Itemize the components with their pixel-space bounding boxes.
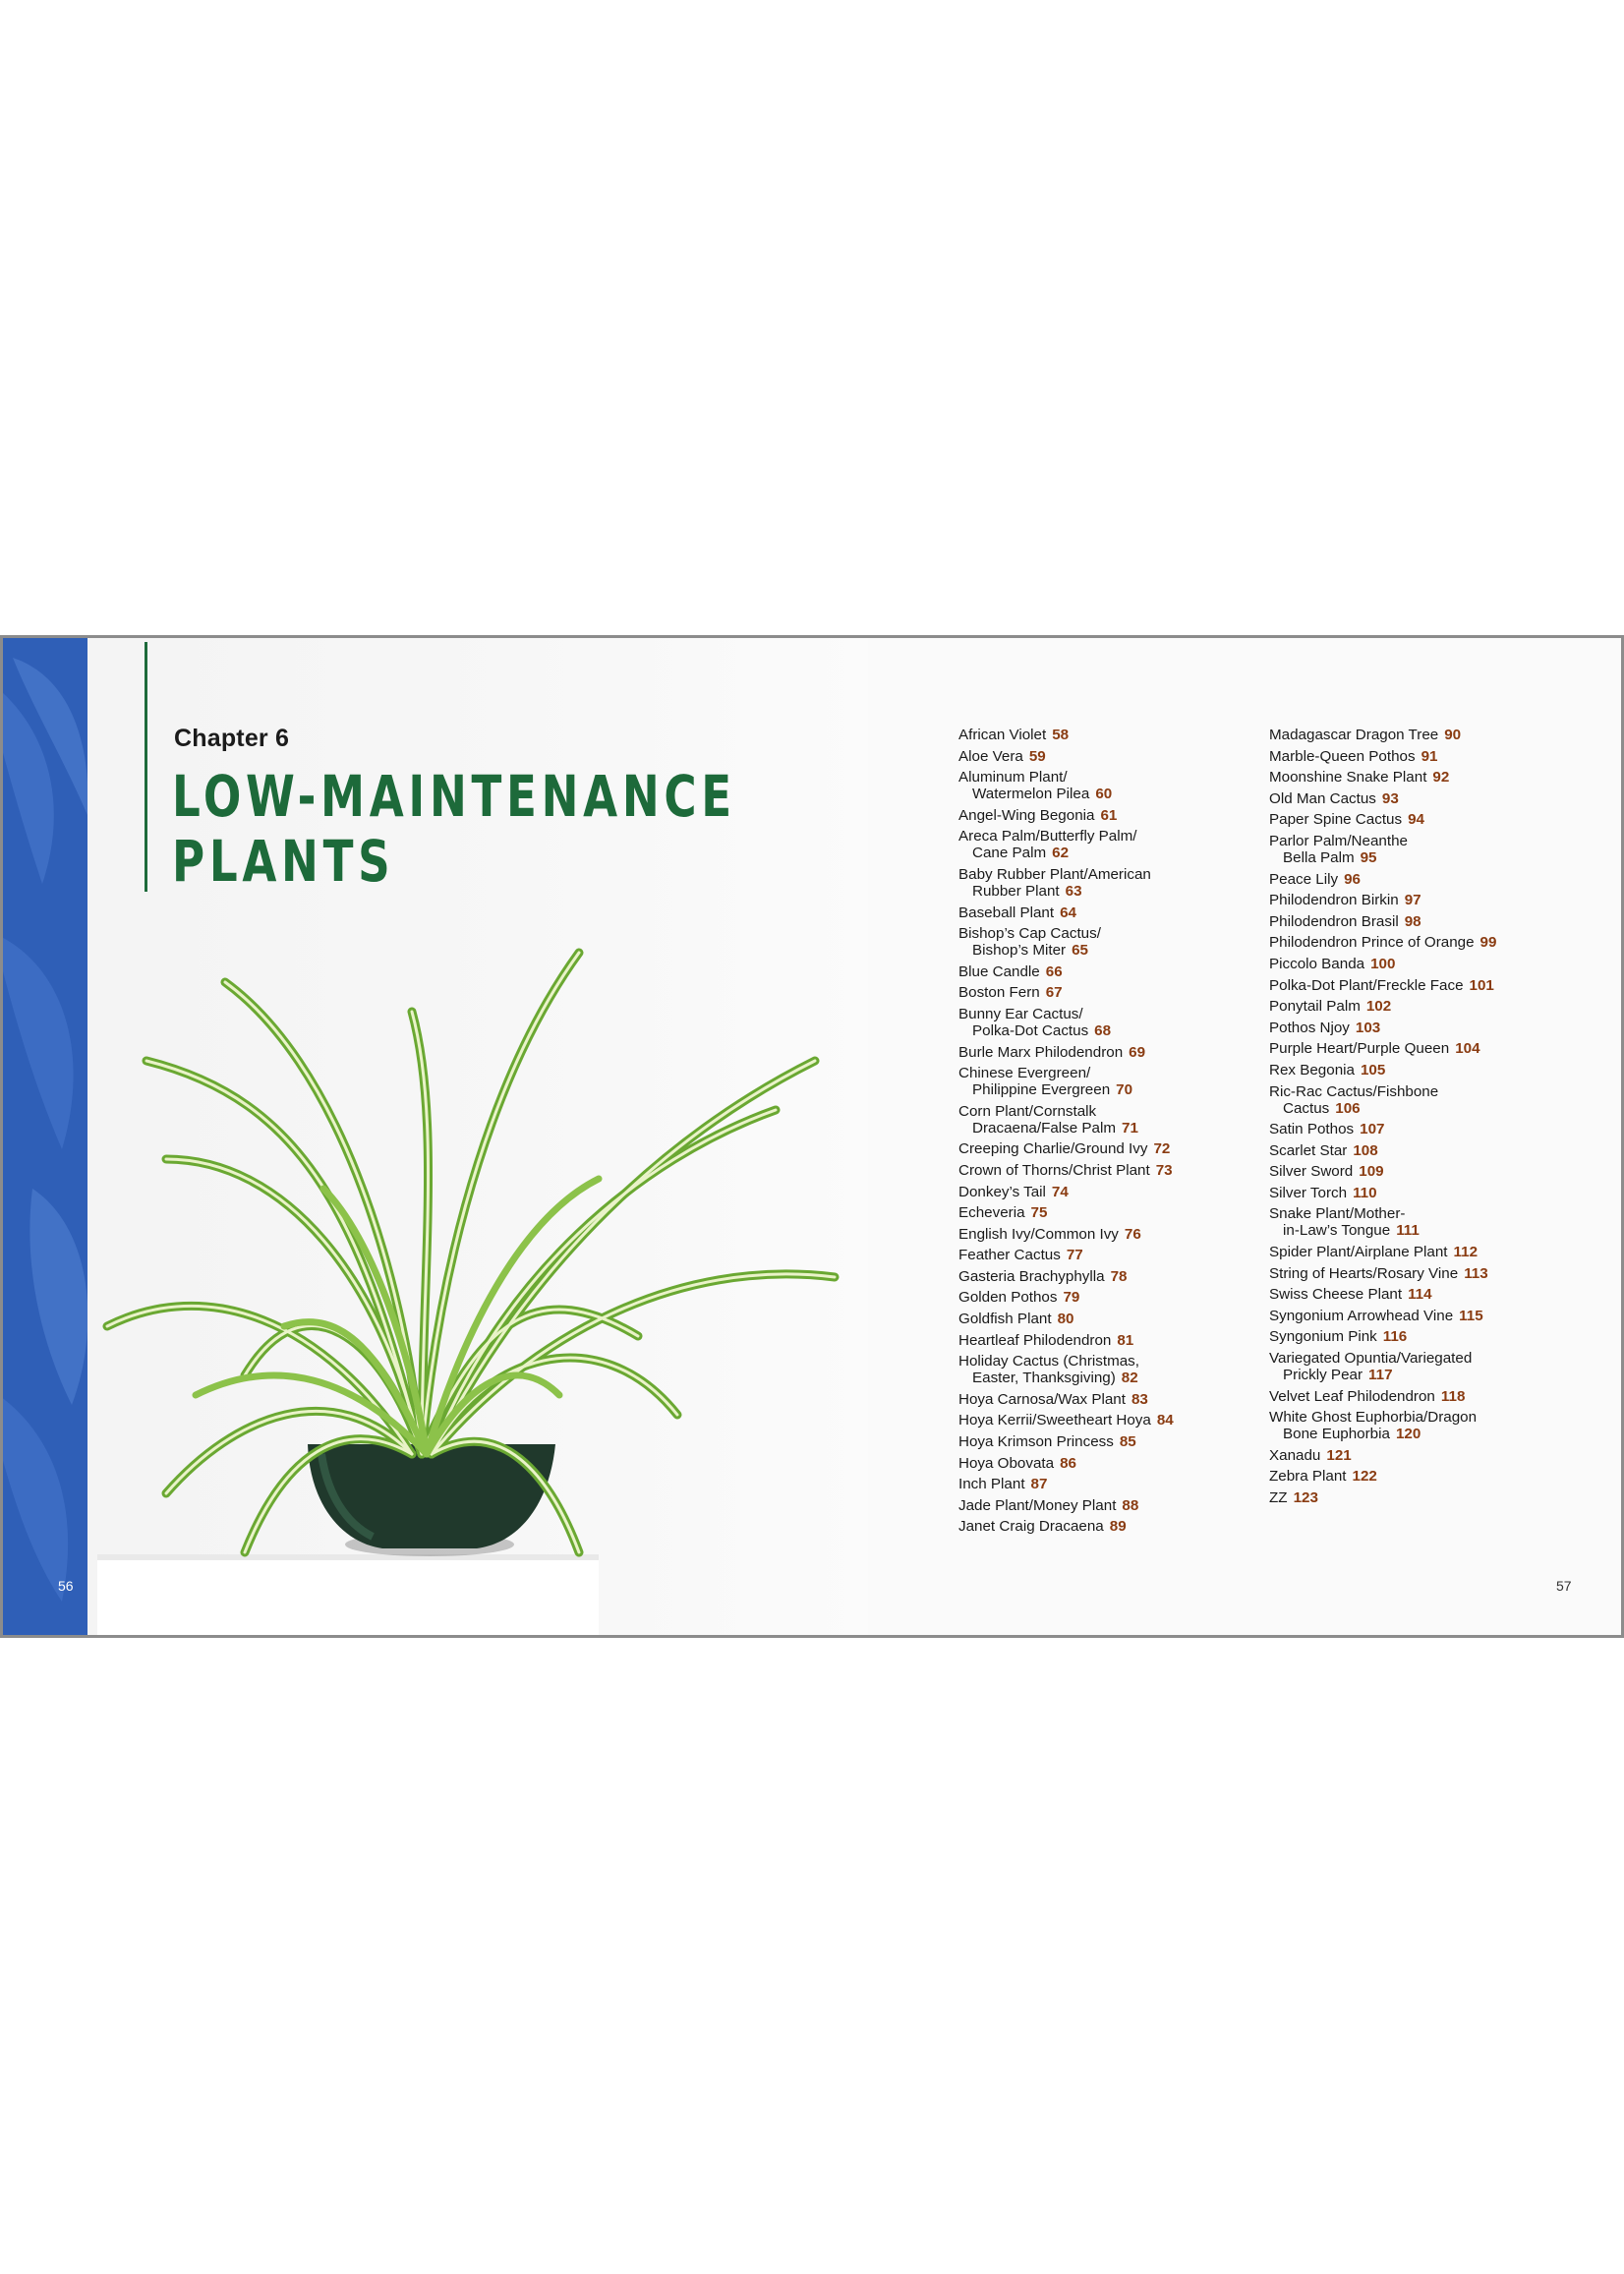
- toc-entry-title: Donkey’s Tail: [958, 1183, 1046, 1200]
- toc-entry-title: Crown of Thorns/Christ Plant: [958, 1161, 1150, 1179]
- toc-page-number: 58: [1052, 727, 1070, 743]
- toc-page-number: 72: [1153, 1140, 1171, 1158]
- toc-entry-title: Madagascar Dragon Tree: [1269, 727, 1439, 743]
- toc-entry: [958, 1433, 1253, 1450]
- toc-entry-title: Velvet Leaf Philodendron: [1269, 1387, 1435, 1405]
- toc-entry: [1269, 956, 1564, 972]
- toc-entry-title: Bunny Ear Cactus/: [958, 1005, 1083, 1022]
- toc-page-number: 109: [1359, 1163, 1384, 1181]
- toc-entry-title: Ponytail Palm: [1269, 998, 1361, 1016]
- toc-entry-title: Xanadu: [1269, 1446, 1321, 1464]
- toc-column-2: [1269, 727, 1564, 1511]
- toc-page-number: 107: [1360, 1121, 1385, 1138]
- toc-entry: [1269, 833, 1564, 866]
- toc-entry: [1269, 748, 1564, 765]
- toc-entry-title: Bone Euphorbia 120: [1283, 1426, 1421, 1443]
- toc-entry: [958, 1226, 1253, 1243]
- toc-entry-title: Aluminum Plant/: [958, 769, 1068, 787]
- toc-entry-title: Silver Torch: [1269, 1184, 1348, 1201]
- toc-entry: [958, 925, 1253, 959]
- toc-entry: [1269, 769, 1564, 786]
- toc-entry-title: Variegated Opuntia/Variegated: [1269, 1350, 1473, 1368]
- toc-page-number: 113: [1464, 1264, 1488, 1282]
- toc-entry: [958, 769, 1253, 802]
- toc-page-number: 65: [1072, 942, 1089, 960]
- toc-page-number: 118: [1440, 1387, 1466, 1405]
- toc-entry: [1269, 1083, 1564, 1117]
- toc-entry-title: Old Man Cactus: [1269, 789, 1376, 807]
- toc-page-number: 63: [1065, 882, 1082, 900]
- toc-page-number: 97: [1404, 892, 1421, 909]
- toc-entry-title: Syngonium Pink: [1269, 1328, 1377, 1346]
- toc-entry: [1269, 1350, 1564, 1383]
- toc-entry-title: Marble-Queen Pothos: [1269, 747, 1416, 765]
- toc-page-number: 80: [1057, 1311, 1074, 1328]
- toc-page-number: 121: [1326, 1446, 1352, 1464]
- toc-entry-title: Hoya Krimson Princess: [958, 1433, 1114, 1451]
- toc-entry-title: Burle Marx Philodendron: [958, 1043, 1124, 1061]
- toc-entry: [958, 1140, 1253, 1157]
- toc-entry: [958, 727, 1253, 743]
- toc-page-number: 76: [1124, 1225, 1141, 1243]
- toc-entry-title: Cane Palm 62: [972, 845, 1070, 862]
- toc-entry: [1269, 790, 1564, 807]
- toc-entry-title: Baby Rubber Plant/American: [958, 865, 1151, 883]
- toc-entry: [958, 1103, 1253, 1137]
- toc-entry-title: Aloe Vera: [958, 747, 1023, 765]
- toc-entry-title: Polka-Dot Plant/Freckle Face: [1269, 976, 1464, 994]
- toc-entry-title: Prickly Pear 117: [1283, 1367, 1393, 1384]
- toc-page-number: 68: [1094, 1021, 1112, 1039]
- toc-entry-title: Pothos Njoy: [1269, 1019, 1350, 1036]
- toc-entry-title: Bella Palm 95: [1283, 848, 1377, 866]
- toc-page-number: 100: [1370, 955, 1396, 972]
- toc-page-number: 114: [1408, 1286, 1432, 1304]
- toc-entry: [958, 1353, 1253, 1386]
- toc-entry-title: Scarlet Star: [1269, 1141, 1348, 1159]
- toc-page-number: 115: [1459, 1307, 1483, 1324]
- toc-entry: [958, 1332, 1253, 1349]
- toc-entry-title: Dracaena/False Palm 71: [972, 1119, 1138, 1137]
- toc-entry-title: Philodendron Brasil: [1269, 912, 1399, 930]
- toc-page-number: 60: [1095, 786, 1113, 803]
- chapter-title-line-1: LOW-MAINTENANCE: [172, 763, 736, 830]
- toc-entry-title: Philodendron Birkin: [1269, 892, 1399, 909]
- toc-entry-title: Satin Pothos: [1269, 1121, 1355, 1138]
- toc-entry-title: Janet Craig Dracaena: [958, 1518, 1104, 1536]
- toc-page-number: 89: [1109, 1518, 1127, 1536]
- toc-entry: [1269, 727, 1564, 743]
- chapter-number: Chapter 6: [174, 725, 290, 752]
- toc-entry-title: Polka-Dot Cactus 68: [972, 1021, 1112, 1039]
- toc-entry: [1269, 811, 1564, 828]
- toc-entry: [1269, 977, 1564, 994]
- toc-entry: [958, 1184, 1253, 1200]
- toc-page-number: 95: [1360, 848, 1377, 866]
- toc-entry: [958, 1497, 1253, 1514]
- toc-entry: [1269, 1142, 1564, 1159]
- toc-entry-title: English Ivy/Common Ivy: [958, 1225, 1119, 1243]
- toc-entry: [958, 984, 1253, 1001]
- toc-entry-title: Hoya Obovata: [958, 1454, 1055, 1472]
- toc-page-number: 96: [1344, 870, 1361, 888]
- toc-page-number: 112: [1453, 1244, 1479, 1261]
- toc-page-number: 117: [1368, 1367, 1393, 1384]
- toc-page-number: 110: [1353, 1184, 1377, 1201]
- toc-page-number: 75: [1030, 1204, 1048, 1222]
- toc-page-number: 86: [1060, 1454, 1076, 1472]
- toc-entry: [958, 1204, 1253, 1221]
- toc-entry-title: Echeveria: [958, 1204, 1025, 1222]
- toc-entry-title: White Ghost Euphorbia/Dragon: [1269, 1409, 1478, 1427]
- toc-entry: [1269, 1020, 1564, 1036]
- toc-entry-title: Gasteria Brachyphylla: [958, 1267, 1105, 1285]
- toc-page-number: 108: [1353, 1141, 1378, 1159]
- toc-entry: [1269, 1447, 1564, 1464]
- toc-entry: [958, 1518, 1253, 1535]
- toc-page-number: 84: [1156, 1412, 1174, 1429]
- toc-entry: [1269, 1328, 1564, 1345]
- toc-entry: [958, 963, 1253, 980]
- toc-entry-title: Bishop’s Miter 65: [972, 942, 1089, 960]
- toc-column-1: [958, 727, 1253, 1540]
- toc-page-number: 102: [1365, 998, 1392, 1016]
- toc-page-number: 77: [1066, 1247, 1083, 1264]
- toc-entry-title: Watermelon Pilea 60: [972, 786, 1113, 803]
- toc-entry-title: in-Law’s Tongue 111: [1283, 1222, 1420, 1240]
- toc-entry: [1269, 892, 1564, 908]
- toc-entry-title: Peace Lily: [1269, 870, 1339, 888]
- toc-entry: [958, 866, 1253, 900]
- chapter-title-line-2: PLANTS: [172, 828, 395, 895]
- toc-page-number: 90: [1444, 727, 1462, 743]
- toc-entry-title: Goldfish Plant: [958, 1311, 1052, 1328]
- toc-entry-title: Feather Cactus: [958, 1247, 1061, 1264]
- toc-entry-title: Hoya Carnosa/Wax Plant: [958, 1390, 1126, 1408]
- book-spread: [0, 635, 1624, 1638]
- toc-entry: [958, 1311, 1253, 1327]
- toc-entry-title: Silver Sword: [1269, 1163, 1354, 1181]
- toc-page-number: 70: [1116, 1081, 1133, 1099]
- toc-entry-title: Areca Palm/Butterfly Palm/: [958, 828, 1137, 845]
- toc-entry-title: Boston Fern: [958, 984, 1040, 1002]
- toc-entry: [1269, 1409, 1564, 1442]
- toc-page-number: 71: [1122, 1119, 1138, 1137]
- toc-page-number: 69: [1129, 1043, 1146, 1061]
- toc-entry-title: Philippine Evergreen 70: [972, 1081, 1133, 1099]
- toc-entry: [1269, 1163, 1564, 1180]
- toc-page-number: 103: [1355, 1019, 1381, 1036]
- toc-entry: [1269, 1308, 1564, 1324]
- toc-entry: [958, 904, 1253, 921]
- toc-page-number: 116: [1382, 1328, 1408, 1346]
- toc-entry: [1269, 934, 1564, 951]
- toc-page-number: 78: [1110, 1267, 1128, 1285]
- toc-entry-title: Creeping Charlie/Ground Ivy: [958, 1140, 1148, 1158]
- toc-entry-title: Bishop’s Cap Cactus/: [958, 925, 1101, 943]
- toc-entry: [958, 1268, 1253, 1285]
- page-number-right: 57: [1556, 1578, 1572, 1594]
- toc-entry: [1269, 1185, 1564, 1201]
- toc-entry-title: Heartleaf Philodendron: [958, 1331, 1112, 1349]
- spider-plant-image: [87, 864, 874, 1635]
- toc-page-number: 82: [1121, 1370, 1138, 1387]
- toc-entry: [1269, 1244, 1564, 1260]
- toc-page-number: 74: [1051, 1183, 1069, 1200]
- toc-page-number: 81: [1117, 1331, 1134, 1349]
- toc-page-number: 111: [1396, 1222, 1420, 1240]
- toc-entry: [1269, 1468, 1564, 1485]
- toc-entry-title: ZZ: [1269, 1489, 1288, 1506]
- toc-entry-title: Baseball Plant: [958, 904, 1055, 921]
- chapter-divider-rule: [145, 642, 147, 892]
- toc-page-number: 85: [1119, 1433, 1136, 1451]
- toc-page-number: 62: [1052, 845, 1070, 862]
- toc-entry: [1269, 1205, 1564, 1239]
- toc-page-number: 64: [1060, 904, 1077, 921]
- toc-entry: [1269, 1265, 1564, 1282]
- toc-page-number: 83: [1131, 1390, 1148, 1408]
- toc-entry-title: Easter, Thanksgiving) 82: [972, 1370, 1138, 1387]
- toc-entry: [1269, 998, 1564, 1015]
- toc-entry: [1269, 1040, 1564, 1057]
- toc-entry-title: Rubber Plant 63: [972, 882, 1082, 900]
- toc-page-number: 87: [1030, 1476, 1048, 1493]
- toc-entry-title: Blue Candle: [958, 962, 1040, 980]
- toc-entry-title: Purple Heart/Purple Queen: [1269, 1040, 1450, 1058]
- leaf-pattern-icon: [3, 638, 87, 1635]
- toc-entry: [1269, 1489, 1564, 1506]
- toc-entry: [958, 1247, 1253, 1263]
- toc-entry-title: Hoya Kerrii/Sweetheart Hoya: [958, 1412, 1151, 1429]
- toc-entry-title: String of Hearts/Rosary Vine: [1269, 1264, 1459, 1282]
- page-number-left: 56: [58, 1578, 74, 1594]
- toc-entry: [958, 748, 1253, 765]
- toc-page-number: 67: [1045, 984, 1063, 1002]
- toc-entry-title: Cactus 106: [1283, 1099, 1361, 1117]
- toc-page-number: 99: [1479, 934, 1497, 952]
- toc-page-number: 122: [1352, 1468, 1377, 1486]
- toc-entry-title: Chinese Evergreen/: [958, 1065, 1091, 1082]
- toc-page-number: 105: [1360, 1061, 1386, 1079]
- toc-entry-title: Golden Pothos: [958, 1289, 1058, 1307]
- decorative-leaf-band: [3, 638, 87, 1635]
- toc-page-number: 120: [1395, 1426, 1421, 1443]
- toc-entry: [958, 1391, 1253, 1408]
- toc-entry: [958, 828, 1253, 861]
- toc-entry: [958, 807, 1253, 824]
- toc-page-number: 92: [1432, 769, 1450, 787]
- toc-page-number: 93: [1381, 789, 1399, 807]
- toc-entry-title: Snake Plant/Mother-: [1269, 1205, 1406, 1223]
- toc-entry-title: Holiday Cactus (Christmas,: [958, 1353, 1139, 1370]
- toc-page-number: 59: [1028, 747, 1046, 765]
- toc-entry-title: Piccolo Banda: [1269, 955, 1365, 972]
- toc-page-number: 79: [1063, 1289, 1080, 1307]
- toc-page-number: 88: [1122, 1496, 1139, 1514]
- toc-page-number: 104: [1455, 1040, 1480, 1058]
- toc-page-number: 101: [1469, 976, 1494, 994]
- toc-entry-title: African Violet: [958, 727, 1047, 743]
- toc-page-number: 123: [1293, 1489, 1318, 1506]
- toc-entry: [958, 1476, 1253, 1492]
- toc-entry: [1269, 913, 1564, 930]
- toc-entry-title: Moonshine Snake Plant: [1269, 769, 1427, 787]
- toc-entry-title: Parlor Palm/Neanthe: [1269, 832, 1408, 849]
- toc-entry-title: Corn Plant/Cornstalk: [958, 1102, 1097, 1120]
- toc-entry-title: Rex Begonia: [1269, 1061, 1355, 1079]
- toc-page-number: 91: [1421, 747, 1438, 765]
- toc-entry: [1269, 871, 1564, 888]
- toc-entry: [958, 1065, 1253, 1098]
- toc-entry: [958, 1162, 1253, 1179]
- toc-entry-title: Jade Plant/Money Plant: [958, 1496, 1117, 1514]
- toc-page-number: 66: [1045, 962, 1063, 980]
- toc-entry: [958, 1412, 1253, 1429]
- toc-page-number: 94: [1408, 811, 1424, 829]
- toc-entry: [958, 1006, 1253, 1039]
- toc-entry: [1269, 1286, 1564, 1303]
- toc-entry-title: Ric-Rac Cactus/Fishbone: [1269, 1082, 1439, 1100]
- toc-entry-title: Angel-Wing Begonia: [958, 806, 1095, 824]
- toc-page-number: 73: [1155, 1161, 1173, 1179]
- toc-entry: [1269, 1121, 1564, 1137]
- toc-page-number: 106: [1335, 1099, 1361, 1117]
- toc-entry-title: Syngonium Arrowhead Vine: [1269, 1307, 1454, 1324]
- toc-page-number: 61: [1100, 806, 1118, 824]
- toc-page-number: 98: [1404, 912, 1421, 930]
- toc-entry-title: Swiss Cheese Plant: [1269, 1286, 1403, 1304]
- toc-entry-title: Philodendron Prince of Orange: [1269, 934, 1475, 952]
- toc-entry: [1269, 1388, 1564, 1405]
- toc-entry-title: Inch Plant: [958, 1476, 1025, 1493]
- toc-entry: [958, 1455, 1253, 1472]
- toc-entry-title: Paper Spine Cactus: [1269, 811, 1403, 829]
- left-page: [3, 638, 868, 1635]
- toc-entry-title: Spider Plant/Airplane Plant: [1269, 1244, 1448, 1261]
- toc-entry-title: Zebra Plant: [1269, 1468, 1347, 1486]
- toc-entry: [958, 1044, 1253, 1061]
- toc-entry: [1269, 1062, 1564, 1079]
- toc-entry: [958, 1289, 1253, 1306]
